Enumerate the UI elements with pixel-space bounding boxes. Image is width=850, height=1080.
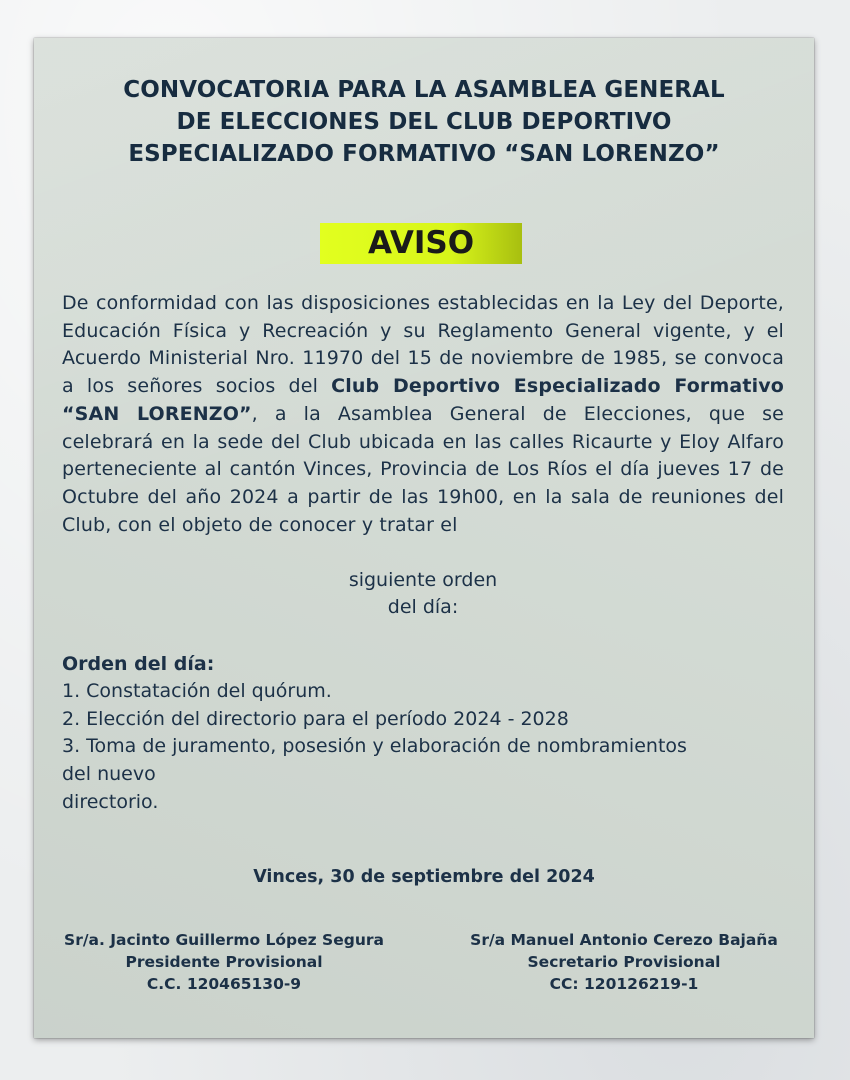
- signature-president: [34, 929, 414, 995]
- closing-line-2: del día:: [387, 596, 459, 618]
- signature-role: Secretario Provisional: [527, 953, 721, 971]
- notice-title: [64, 74, 784, 170]
- signature-secretary: [434, 929, 814, 995]
- orden-list: [62, 678, 702, 817]
- list-item: 1. Constatación del quórum.: [62, 680, 332, 702]
- title-line-2: DE ELECCIONES DEL CLUB DEPORTIVO: [176, 109, 672, 135]
- intro-text: De conformidad con las disposiciones establecidas en la Ley del Deporte, Educación Física y Recreación y su Reglamento General vigente, y el Acuerdo Ministerial Nro. 11970 del 15 de noviembre de 1985, se convoca a los señores socios del: [62, 292, 784, 398]
- closing-line-1: siguiente orden: [348, 569, 498, 591]
- aviso-banner: [320, 223, 522, 264]
- details-text: , a la Asamblea General de Elecciones, que se celebrará en la sede del Club ubicada en las calles Ricaurte y Eloy Alfaro perteneciente al cantón Vinces, Provincia de Los Ríos el día jueves 17 de Octubre del año 2024 a partir de las 19h00, en la sala de reuniones del Club, con el objeto de conocer y tratar el: [62, 402, 784, 536]
- signature-id: CC: 120126219-1: [549, 975, 699, 993]
- notice-card: [34, 38, 814, 1038]
- aviso-label: AVISO: [367, 225, 475, 261]
- signature-name: Sr/a Manuel Antonio Cerezo Bajaña: [470, 931, 778, 949]
- notice-date: Vinces, 30 de septiembre del 2024: [253, 867, 595, 887]
- list-item: directorio.: [62, 790, 159, 813]
- announcement-paragraph: [62, 290, 784, 539]
- signature-id: C.C. 120465130-9: [146, 975, 302, 993]
- orden-title: Orden del día:: [62, 653, 215, 675]
- list-item: 3. Toma de juramento, posesión y elaboración de nombramientos del nuevo: [62, 735, 687, 786]
- club-name: Club Deportivo Especializado Formativo “SAN LORENZO”: [62, 375, 784, 425]
- signature-role: Presidente Provisional: [125, 953, 323, 971]
- title-line-3: ESPECIALIZADO FORMATIVO “SAN LORENZO”: [128, 141, 720, 167]
- title-line-1: CONVOCATORIA PARA LA ASAMBLEA GENERAL: [123, 77, 725, 103]
- list-item: 2. Elección del directorio para el período 2024 - 2028: [62, 707, 569, 730]
- signature-name: Sr/a. Jacinto Guillermo López Segura: [64, 931, 384, 949]
